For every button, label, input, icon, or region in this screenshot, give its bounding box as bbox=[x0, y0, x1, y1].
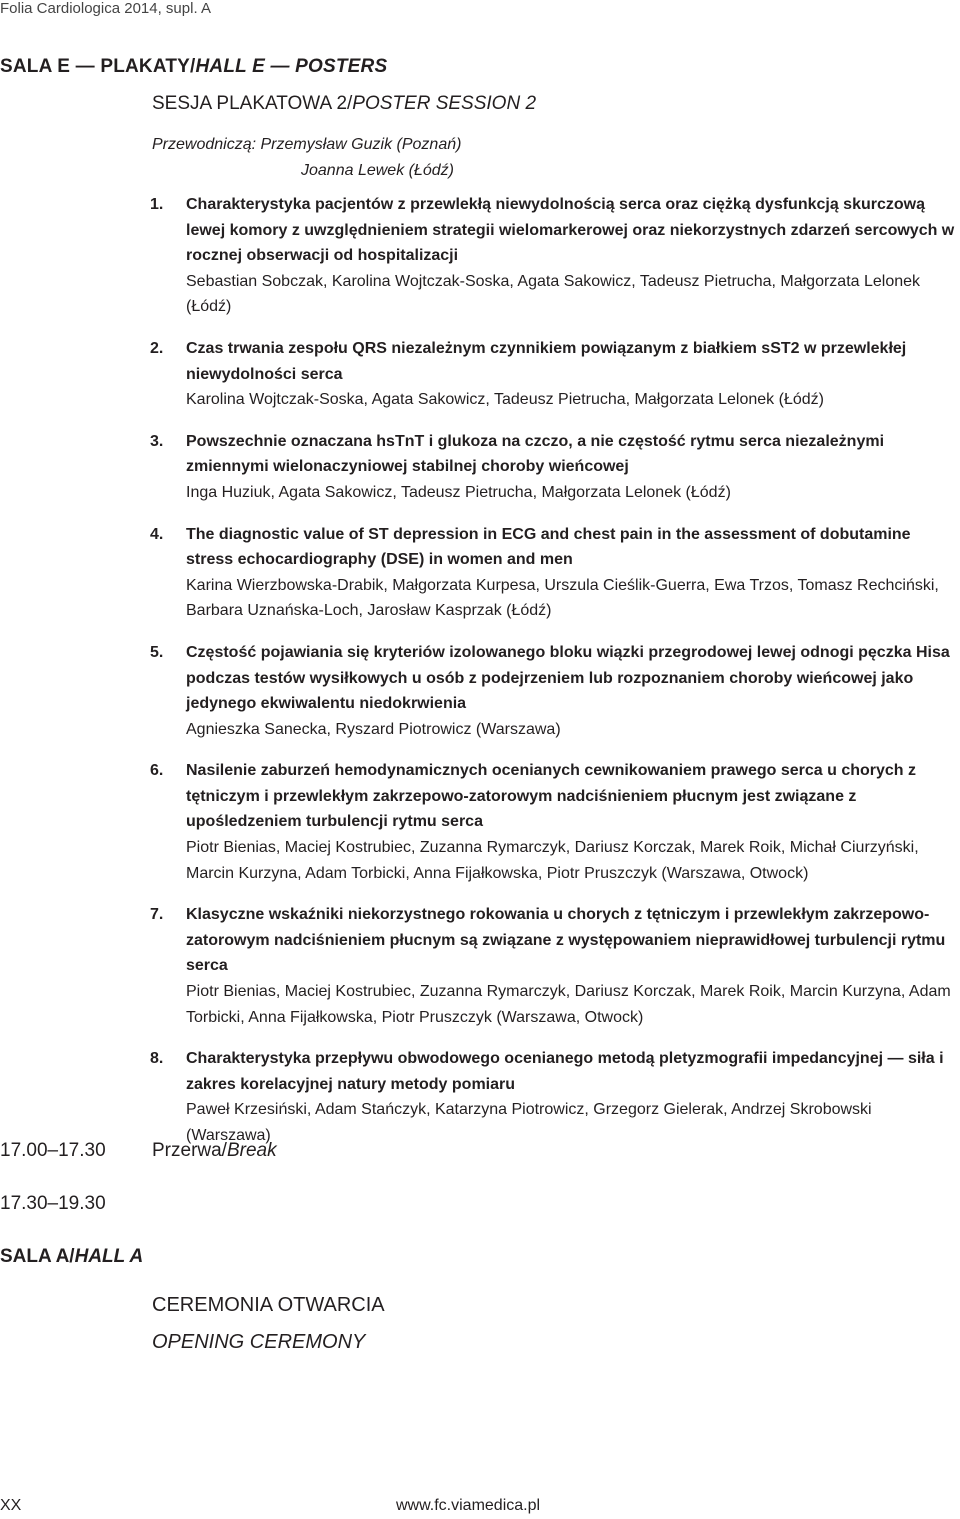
break-label-pl: Przerwa/ bbox=[152, 1140, 227, 1161]
hall-a-heading bbox=[0, 1246, 143, 1268]
poster-authors: Paweł Krzesiński, Adam Stańczyk, Katarzyna Piotrowicz, Grzegorz Gielerak, Andrzej Skrobowski (Warszawa) bbox=[186, 1101, 872, 1144]
break-label bbox=[152, 1140, 277, 1162]
poster-title: Częstość pojawiania się kryteriów izolowanego bloku wiązki przegrodowej lewej odnogi pęczka Hisa podczas testów wysiłkowych u osób z podejrzeniem lub rozpoznaniem choroby wieńcowej jako jedynego ekwiwalentu niedokrwienia bbox=[186, 643, 950, 713]
poster-authors: Karina Wierzbowska-Drabik, Małgorzata Kurpesa, Urszula Cieślik-Guerra, Ewa Trzos, Tomasz Rechciński, Barbara Uznańska-Loch, Jarosław Kasprzak (Łódź) bbox=[186, 576, 939, 620]
chairs-block bbox=[152, 132, 461, 184]
poster-item bbox=[150, 336, 960, 413]
opening-time: 17.30–19.30 bbox=[0, 1193, 106, 1214]
ceremony-title-en: OPENING CEREMONY bbox=[152, 1331, 366, 1353]
poster-title: Czas trwania zespołu QRS niezależnym czynnikiem powiązanym z białkiem sST2 w przewlekłej niewydolności serca bbox=[186, 339, 907, 383]
journal-header: Folia Cardiologica 2014, supl. A bbox=[0, 0, 211, 17]
poster-authors: Piotr Bienias, Maciej Kostrubiec, Zuzanna Rymarczyk, Dariusz Korczak, Marek Roik, Marcin Kurzyna, Adam Torbicki, Anna Fijałkowska, Piotr Pruszczyk (Warszawa, Otwock) bbox=[186, 983, 951, 1026]
poster-authors: Sebastian Sobczak, Karolina Wojtczak-Soska, Agata Sakowicz, Tadeusz Pietrucha, Małgorzata Lelonek (Łódź) bbox=[186, 272, 921, 316]
poster-authors: Agnieszka Sanecka, Ryszard Piotrowicz (Warszawa) bbox=[186, 720, 561, 738]
poster-authors: Piotr Bienias, Maciej Kostrubiec, Zuzanna Rymarczyk, Dariusz Korczak, Marek Roik, Michał Ciurzyński, Marcin Kurzyna, Adam Torbicki, Anna Fijałkowska, Piotr Pruszczyk (Warszawa, Otwock) bbox=[186, 839, 919, 882]
chairs-line-2: Joanna Lewek (Łódź) bbox=[301, 162, 454, 179]
poster-number: 1. bbox=[150, 196, 164, 213]
poster-item bbox=[150, 902, 960, 1030]
session-title-pl: SESJA PLAKATOWA 2/ bbox=[152, 93, 353, 114]
break-time: 17.00–17.30 bbox=[0, 1140, 106, 1161]
poster-number: 2. bbox=[150, 339, 164, 357]
poster-item bbox=[150, 640, 960, 742]
poster-item bbox=[150, 522, 960, 624]
page-number: XX bbox=[0, 1497, 22, 1514]
poster-number: 7. bbox=[150, 906, 164, 924]
poster-title: Nasilenie zaburzeń hemodynamicznych ocenianych cewnikowaniem prawego serca u chorych z tętniczym i przewlekłym zakrzepowo-zatorowym nadciśnieniem płucnym jest związane z upośledzeniem turbulencji rytmu serca bbox=[186, 762, 917, 831]
poster-item bbox=[150, 192, 960, 320]
poster-number: 4. bbox=[150, 525, 164, 543]
hall-a-italic: HALL A bbox=[74, 1246, 144, 1267]
poster-title: Klasyczne wskaźniki niekorzystnego rokowania u chorych z tętniczym i przewlekłym zakrzepowo-zatorowym nadciśnieniem płucnym są związane z występowaniem nieprawidłowej turbulencji rytmu serca bbox=[186, 906, 946, 975]
break-label-en: Break bbox=[226, 1140, 277, 1161]
session-title-en: POSTER SESSION 2 bbox=[352, 93, 537, 114]
poster-number: 8. bbox=[150, 1050, 164, 1068]
poster-authors: Inga Huziuk, Agata Sakowicz, Tadeusz Pietrucha, Małgorzata Lelonek (Łódź) bbox=[186, 483, 731, 501]
poster-authors: Karolina Wojtczak-Soska, Agata Sakowicz, Tadeusz Pietrucha, Małgorzata Lelonek (Łódź) bbox=[186, 391, 824, 409]
poster-item bbox=[150, 758, 960, 886]
hall-e-heading bbox=[0, 56, 387, 78]
poster-number: 5. bbox=[150, 643, 164, 661]
hall-e-prefix: SALA E — PLAKATY/ bbox=[0, 56, 196, 77]
poster-list bbox=[150, 192, 960, 1165]
chairs-line-1: Przewodniczą: Przemysław Guzik (Poznań) bbox=[152, 136, 462, 153]
hall-e-italic: HALL E — POSTERS bbox=[195, 56, 388, 77]
hall-a-prefix: SALA A/ bbox=[0, 1246, 75, 1267]
footer-url: www.fc.viamedica.pl bbox=[396, 1497, 541, 1514]
poster-number: 6. bbox=[150, 762, 164, 780]
poster-title: The diagnostic value of ST depression in ECG and chest pain in the assessment of dobutamine stress echocardiography (DSE) in women and men bbox=[186, 525, 911, 569]
ceremony-title-pl: CEREMONIA OTWARCIA bbox=[152, 1294, 385, 1316]
poster-title: Charakterystyka pacjentów z przewlekłą niewydolnością serca oraz ciężką dysfunkcją skurczową lewej komory z uwzględnieniem strategii wielomarkerowej oraz niekorzystnych zdarzeń sercowych w rocznej obserwacji od hospitalizacji bbox=[186, 196, 955, 265]
poster-number: 3. bbox=[150, 432, 164, 450]
poster-item bbox=[150, 429, 960, 506]
session-title bbox=[152, 93, 536, 115]
poster-title: Powszechnie oznaczana hsTnT i glukoza na czczo, a nie częstość rytmu serca niezależnymi zmiennymi wielonaczyniowej stabilnej choroby wieńcowej bbox=[186, 432, 885, 476]
poster-title: Charakterystyka przepływu obwodowego ocenianego metodą pletyzmografii impedancyjnej — siła i zakres korelacyjnej natury metody pomiaru bbox=[186, 1050, 944, 1093]
poster-item bbox=[150, 1046, 960, 1148]
